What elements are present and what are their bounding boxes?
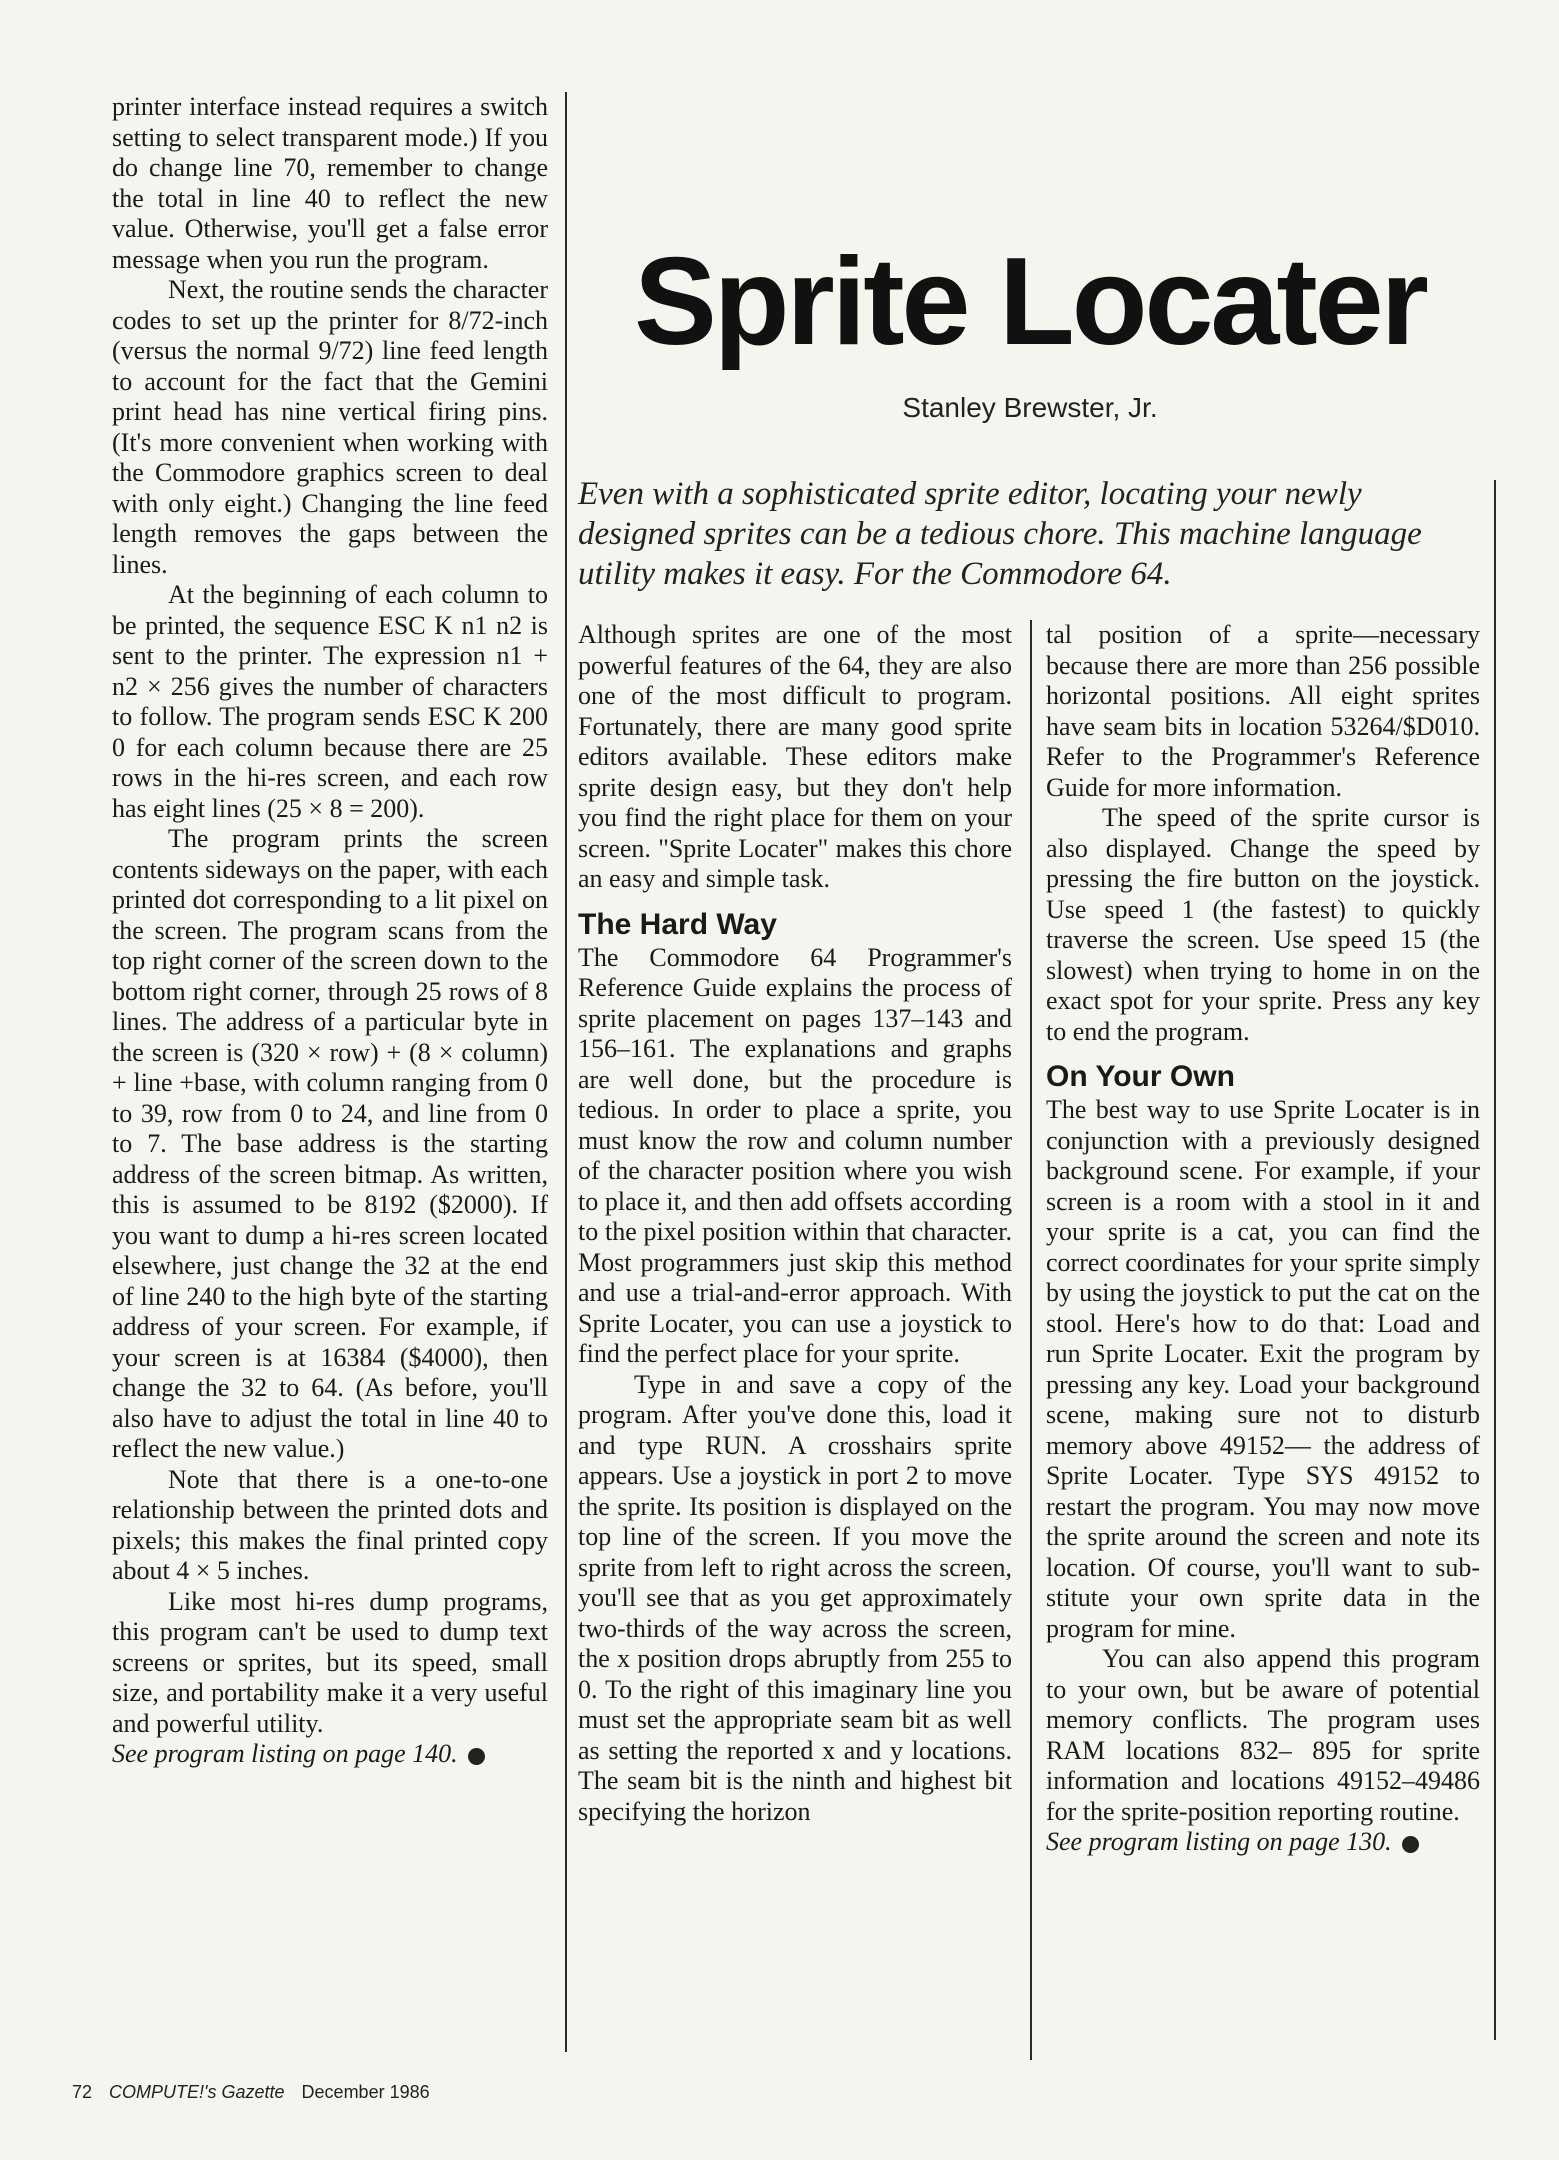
article-deck: Even with a sophisticated sprite editor, locating your newly designed sprites can be a tedious chore. This machine language utility makes it easy. For the Commodore 64.: [578, 476, 1422, 592]
page-number: 72: [72, 2082, 93, 2102]
issue-date: December 1986: [301, 2082, 430, 2102]
see-listing-note: [112, 1739, 548, 1770]
col1-paragraph: Next, the routine sends the character codes to set up the printer for 8/72-inch (versus the normal 9/72) line feed length to account for the fact that the Gemini print head has nine vertical firing pins. (It's more convenient when working with the Commodore graphics screen to deal with only eight.) Changing the line feed length removes the gaps between the lines.: [112, 275, 548, 579]
magazine-name: COMPUTE!'s Gazette: [109, 2082, 285, 2102]
column-2: [578, 620, 1012, 1827]
col3-paragraph: You can also append this program to your own, but be aware of potential memory conflicts. The program uses RAM locations 832– 895 for sprite information and locations 49152–49486 for the sprite-position reporting routine.: [1046, 1644, 1480, 1826]
col2-paragraph: The Commodore 64 Programmer's Reference Guide explains the process of sprite placement on pages 137–143 and 156–161. The explanations and graphs are well done, but the procedure is tedious. In order to place a sprite, you must know the row and column number of the character position where you wish to place it, and then add offsets according to the pixel position within that character. Most programmers just skip this method and use a trial-and-error approach. With Sprite Locater, you can use a joystick to find the perfect place for your sprite.: [578, 942, 1012, 1368]
page-footer: [72, 2082, 442, 2103]
article-title: Sprite Locater: [634, 233, 1426, 371]
end-mark-icon: [468, 1748, 485, 1765]
column-3: [1046, 620, 1480, 1858]
col3-paragraph: The speed of the sprite cursor is also displayed. Change the speed by pressing the fire button on the joystick. Use speed 1 (the fastest) to quickly traverse the screen. Use speed 15 (the slowest) when trying to home in on the exact spot for your sprite. Press any key to end the program.: [1046, 803, 1480, 1046]
article-byline: Stanley Brewster, Jr.: [902, 392, 1158, 423]
col1-paragraph: The program prints the screen contents sideways on the paper, with each printed dot corresponding to a lit pixel on the screen. The program scans from the top right corner of the screen down to the bottom right corner, through 25 rows of 8 lines. The address of a particular byte in the screen is (320 × row) + (8 × column) + line +base, with column ranging from 0 to 39, row from 0 to 24, and line from 0 to 7. The base address is the starting address of the screen bitmap. As written, this is assumed to be 8192 ($2000). If you want to dump a hi-res screen located elsewhere, just change the 32 at the end of line 240 to the high byte of the starting address of your screen. For example, if your screen is at 16384 ($4000), then change the 32 to 64. (As before, you'll also have to adjust the total in line 40 to reflect the new value.): [112, 824, 548, 1463]
see-listing-text: See program listing on page 130.: [1046, 1827, 1392, 1856]
col3-paragraph: tal position of a sprite—necessary because there are more than 256 possible horizontal positions. All eight sprites have seam bits in location 53264/$D010. Refer to the Programmer's Reference Guide for more information.: [1046, 620, 1480, 802]
column-rule: [1494, 480, 1496, 2040]
col1-paragraph: Note that there is a one-to-one relationship between the printed dots and pixels; this makes the final printed copy about 4 × 5 inches.: [112, 1464, 548, 1585]
column-rule: [565, 92, 567, 2052]
col1-paragraph: At the beginning of each column to be printed, the sequence ESC K n1 n2 is sent to the printer. The expression n1 + n2 × 256 gives the number of characters to follow. The program sends ESC K 200 0 for each column because there are 25 rows in the hi-res screen, and each row has eight lines (25 × 8 = 200).: [112, 580, 548, 823]
col2-paragraph: Although sprites are one of the most powerful features of the 64, they are also one of the most difficult to program. Fortunately, there are many good sprite editors available. These editors make sprite design easy, but they don't help you find the right place for them on your screen. "Sprite Locater" makes this chore an easy and simple task.: [578, 620, 1012, 893]
see-listing-note: [1046, 1827, 1480, 1858]
section-heading-hard-way: The Hard Way: [578, 907, 777, 941]
col2-paragraph: Type in and save a copy of the program. After you've done this, load it and type RUN. A crosshairs sprite appears. Use a joystick in port 2 to move the sprite. Its position is displayed on the top line of the screen. If you move the sprite from left to right across the screen, you'll see that as you get approximately two-thirds of the way across the screen, the x position drops abruptly from 255 to 0. To the right of this imaginary line you must set the appropriate seam bit as well as setting the reported x and y locations. The seam bit is the ninth and highest bit specifying the horizon: [578, 1369, 1012, 1826]
col3-paragraph: The best way to use Sprite Locater is in conjunction with a previously designed background scene. For example, if your screen is a room with a stool in it and your sprite is a cat, you can find the correct coordinates for your sprite simply by using the joystick to put the cat on the stool. Here's how to do that: Load and run Sprite Locater. Exit the program by pressing any key. Load your background scene, making sure not to disturb memory above 49152— the address of Sprite Locater. Type SYS 49152 to restart the program. You may now move the sprite around the screen and note its location. Of course, you'll want to substitute your own sprite data in the program for mine.: [1046, 1095, 1480, 1643]
col1-paragraph: Like most hi-res dump programs, this program can't be used to dump text screens or sprites, but its speed, small size, and portability make it a very useful and powerful utility.: [112, 1586, 548, 1738]
column-rule: [1030, 620, 1032, 2060]
col1-paragraph: printer interface instead requires a switch setting to select transparent mode.) If you do change line 70, remember to change the total in line 40 to reflect the new value. Otherwise, you'll get a false error message when you run the program.: [112, 92, 548, 274]
column-1: [112, 92, 548, 1770]
section-heading-on-your-own: On Your Own: [1046, 1060, 1235, 1093]
end-mark-icon: [1402, 1836, 1419, 1853]
see-listing-text: See program listing on page 140.: [112, 1739, 458, 1768]
